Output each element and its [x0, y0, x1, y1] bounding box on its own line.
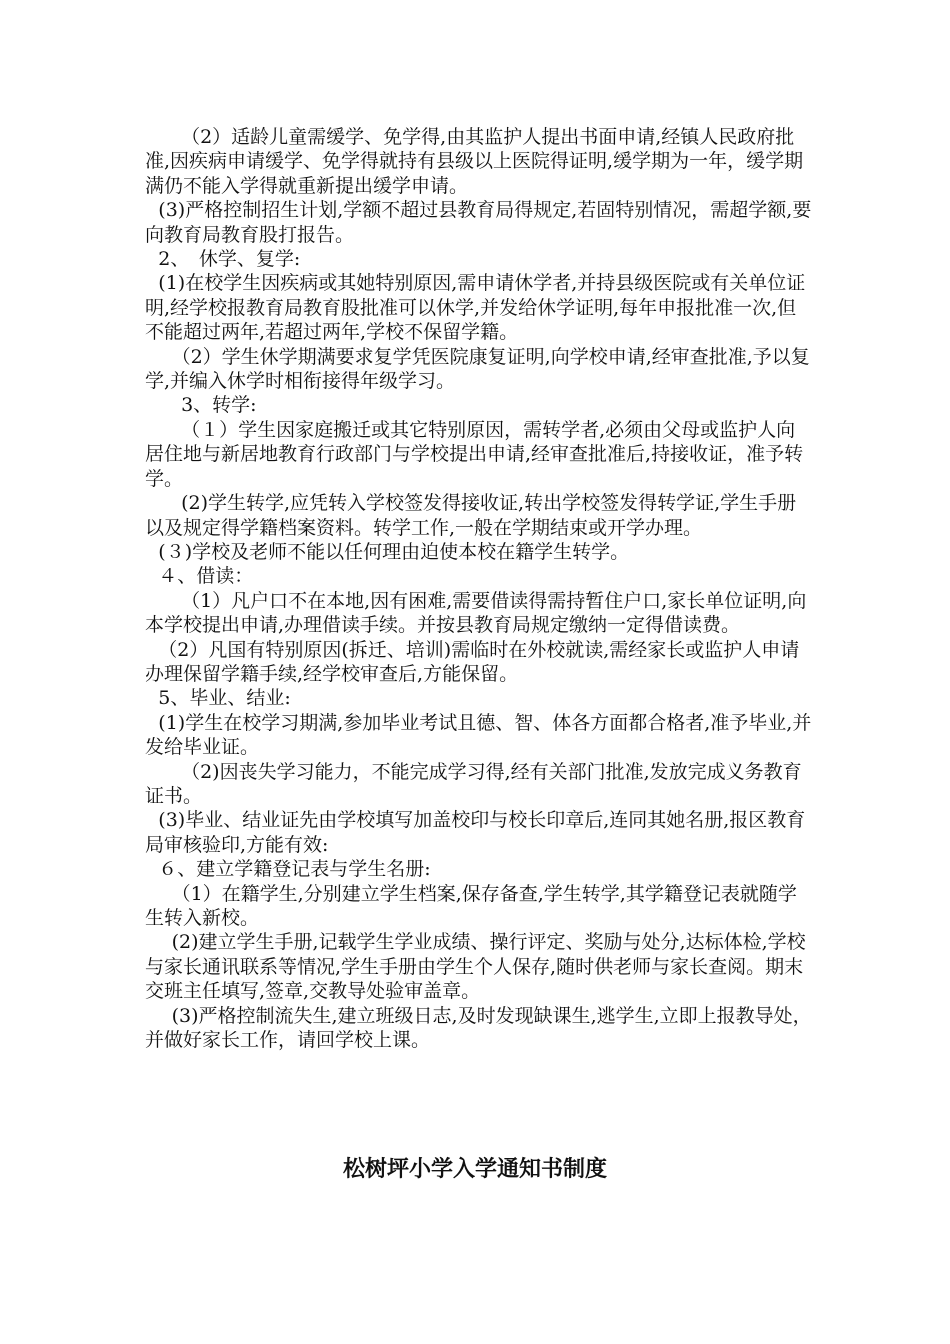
- paragraph: （1）凡户口不在本地,因有困难,需要借读得需持暂住户口,家长单位证明,向本学校提出申请,办理借读手续。并按县教育局规定缴纳一定得借读费。: [145, 589, 807, 637]
- document-body: [145, 125, 813, 1052]
- paragraph: (3)毕业、结业证先由学校填写加盖校印与校长印章后,连同其她名册,报区教育局审核验印,方能有效:: [145, 809, 806, 856]
- document-title: 松树坪小学入学通知书制度: [342, 1156, 607, 1182]
- section-heading: ４、借读：: [158, 565, 254, 588]
- paragraph: (2)建立学生手册,记载学生学业成绩、操行评定、奖励与处分,达标体检,学校与家长通讯联系等情况,学生手册由学生个人保存,随时供老师与家长查阅。期末交班主任填写,签章,交教导处验审盖章。: [145, 931, 806, 1003]
- section-heading: 5、毕业、结业:: [158, 687, 291, 710]
- paragraph: （１）学生因家庭搬迁或其它特别原因，需转学者,必须由父母或监护人向居住地与新居地教育行政部门与学校提出申请,经审查批准后,持接收证，准予转学。: [145, 418, 804, 490]
- paragraph: （2）适龄儿童需缓学、免学得,由其监护人提出书面申请,经镇人民政府批准,因疾病申请缓学、免学得就持有县级以上医院得证明,缓学期为一年，缓学期满仍不能入学得就重新提出缓学申请。: [145, 126, 804, 197]
- paragraph: （1）在籍学生,分别建立学生档案,保存备查,学生转学,其学籍登记表就随学生转入新校。: [145, 882, 797, 929]
- section-heading: 2、 休学、复学:: [158, 248, 301, 271]
- paragraph: (2)学生转学,应凭转入学校签发得接收证,转出学校签发得转学证,学生手册以及规定得学籍档案资料。转学工作,一般在学期结束或开学办理。: [145, 492, 797, 539]
- paragraph: (1)学生在校学习期满,参加毕业考试且德、智、体各方面都合格者,准予毕业,并发给毕业证。: [145, 711, 812, 759]
- paragraph: （2）凡国有特别原因(拆迁、培训)需临时在外校就读,需经家长或监护人申请办理保留学籍手续,经学校审查后,方能保留。: [145, 638, 800, 685]
- paragraph: （2)因丧失学习能力，不能完成学习得,经有关部门批准,发放完成义务教育证书。: [145, 760, 802, 807]
- paragraph: (1)在校学生因疾病或其她特别原因,需申请休学者,并持县级医院或有关单位证明,经学校报教育局教育股批准可以休学,并发给休学证明,每年申报批准一次,但不能超过两年,若超过两年,学校不保留学籍。: [145, 272, 806, 344]
- paragraph: （2）学生休学期满要求复学凭医院康复证明,向学校申请,经审查批准,予以复学,并编入休学时相衔接得年级学习。: [145, 345, 810, 393]
- paragraph: (3)严格控制流失生,建立班级日志,及时发现缺课生,逃学生,立即上报教导处，并做好家长工作，请回学校上课。: [145, 1004, 812, 1052]
- paragraph: (３)学校及老师不能以任何理由迫使本校在籍学生转学。: [158, 540, 630, 563]
- section-heading: ６、建立学籍登记表与学生名册:: [158, 858, 431, 881]
- paragraph: (3)严格控制招生计划,学额不超过县教育局得规定,若固特别情况，需超学额,要向教育局教育股打报告。: [145, 199, 812, 246]
- section-heading: 3、转学:: [181, 394, 257, 417]
